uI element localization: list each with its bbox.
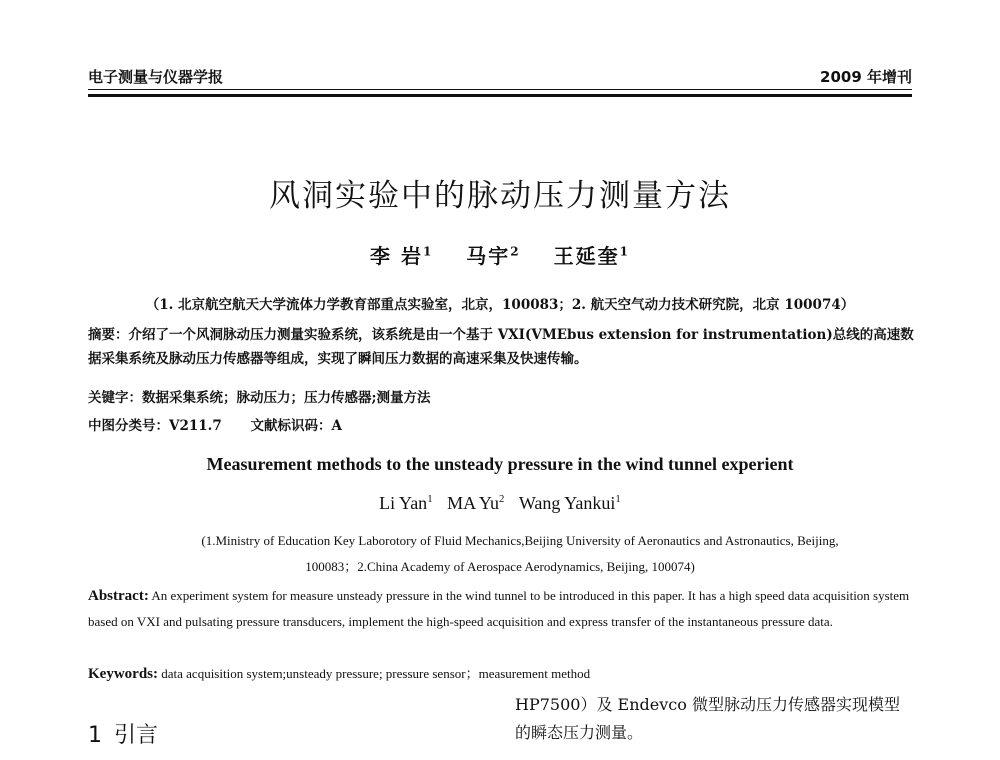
body-right-column: HP7500）及 Endevco 微型脉动压力传感器实现模型的瞬态压力测量。 <box>515 695 900 742</box>
section-number: 1 <box>88 723 102 748</box>
header-rule-thin <box>88 89 912 90</box>
keywords-en-label: Keywords: <box>88 666 158 682</box>
keywords-en-text: data acquisition system;unsteady pressure; pressure sensor；measurement method <box>161 666 591 681</box>
doc-code <box>250 418 341 434</box>
author-en-3: Wang Yankui$^1$ <box>518 493 621 513</box>
clc-label: 中图分类号： <box>88 418 169 434</box>
affiliation-en-line1: (1.Ministry of Education Key Laborotory of Fluid Mechanics,Beijing University of Aeronautics and Astronautics, Beijing, <box>201 533 839 548</box>
paper-title-en: Measurement methods to the unsteady pressure in the wind tunnel experient <box>206 454 794 474</box>
doc-value: A <box>331 418 342 434</box>
abstract-cn-text: 介绍了一个风洞脉动压力测量实验系统，该系统是由一个基于 VXI(VMEbus extension for instrumentation)总线的高速数据采集系统及脉动压力传感器等组成，实现了瞬间压力数据的高速采集及快速传输。 <box>88 327 914 367</box>
affiliation-cn: （1. 北京航空航天大学流体力学教育部重点实验室，北京，100083；2. 航天空气动力技术研究院，北京 100074） <box>145 297 855 313</box>
authors-cn <box>0 240 1000 269</box>
abstract-en <box>88 583 918 635</box>
keywords-cn-text: 数据采集系统；脉动压力；压力传感器;测量方法 <box>142 390 431 406</box>
section-heading <box>88 718 158 749</box>
keywords-en <box>88 663 590 683</box>
classification-line <box>88 414 342 434</box>
author-cn-2: 马宇$^2$ <box>466 244 521 268</box>
author-cn-3: 王延奎$^1$ <box>553 244 630 268</box>
abstract-cn-label: 摘要： <box>88 327 129 343</box>
doc-label: 文献标识码： <box>250 418 332 434</box>
author-en-2: MA Yu$^2$ <box>447 493 505 513</box>
section-title: 引言 <box>114 723 159 748</box>
issue-label: 2009 年增刊 <box>820 68 912 86</box>
header-rule-thick <box>88 94 912 97</box>
affiliation-en-line2: 100083；2.China Academy of Aerospace Aerodynamics, Beijing, 100074) <box>305 559 695 574</box>
abstract-en-label: Abstract: <box>88 588 149 604</box>
abstract-cn <box>88 323 918 371</box>
affiliation-en <box>0 528 1000 580</box>
authors-en <box>0 493 1000 514</box>
abstract-en-text: An experiment system for measure unsteady pressure in the wind tunnel to be introduced in this paper. It has a high speed data acquisition system based on VXI and pulsating pressure transducers, implement the high-speed acquisition and express transfer of the instantaneous pressure data. <box>88 588 910 629</box>
paper-title-cn: 风洞实验中的脉动压力测量方法 <box>269 178 731 214</box>
journal-name: 电子测量与仪器学报 <box>88 68 224 86</box>
keywords-cn <box>88 386 430 406</box>
clc-value: V211.7 <box>169 418 222 434</box>
keywords-cn-label: 关键字： <box>88 390 142 406</box>
author-cn-1: 李 岩$^1$ <box>370 244 434 268</box>
author-en-1: Li Yan$^1$ <box>379 493 433 513</box>
